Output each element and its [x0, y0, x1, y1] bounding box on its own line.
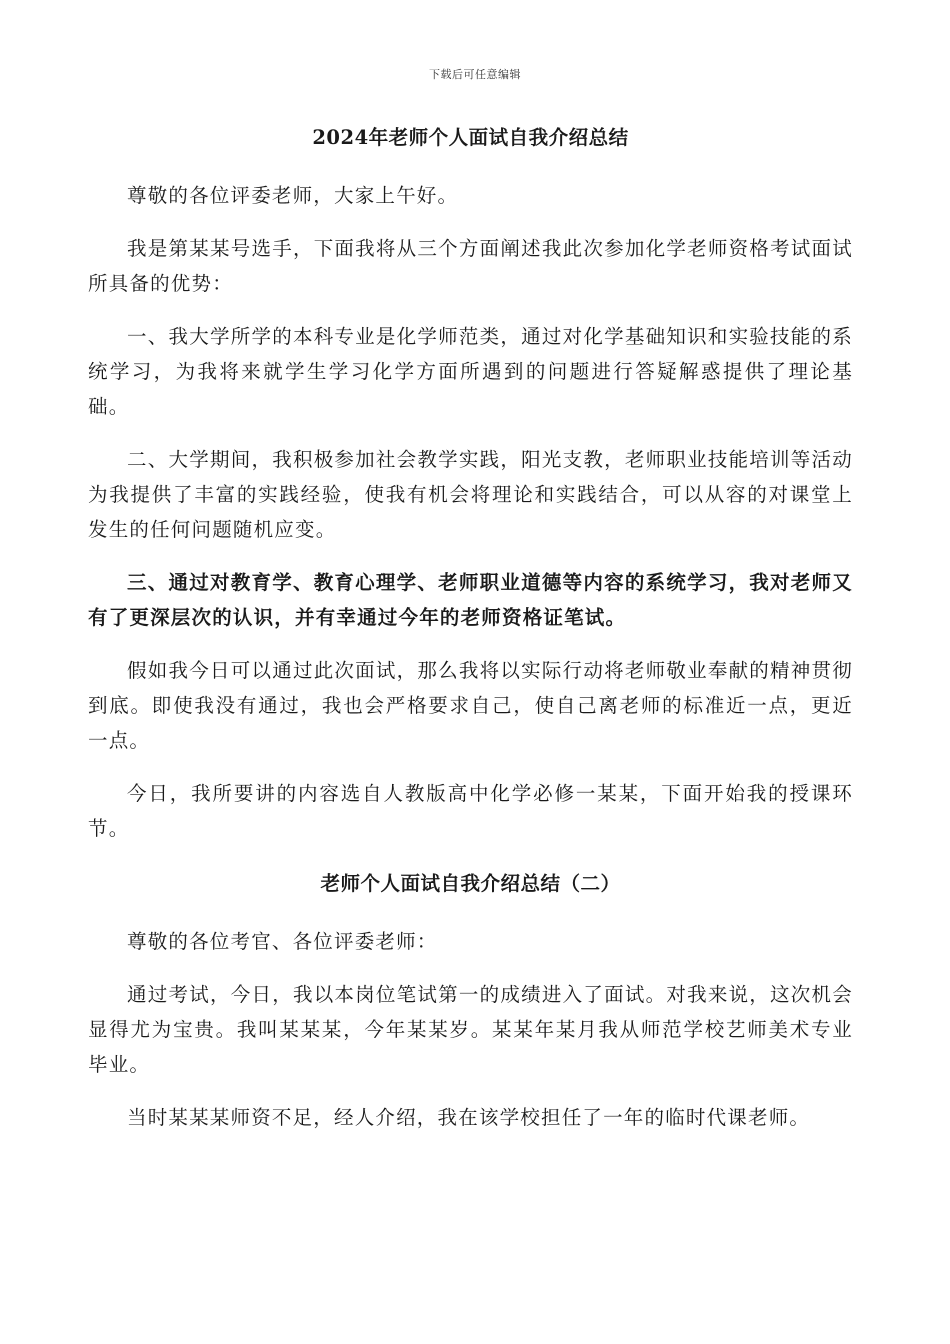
paragraph-background: 通过考试，今日，我以本岗位笔试第一的成绩进入了面试。对我来说，这次机会显得尤为宝贵。我叫某某某，今年某某岁。某某年某月我从师范学校艺师美术专业毕业。	[88, 983, 853, 1076]
paragraph-greeting-two: 尊敬的各位考官、各位评委老师：	[127, 930, 438, 953]
paragraph-point-one: 一、我大学所学的本科专业是化学师范类，通过对化学基础知识和实验技能的系统学习，为我将来就学生学习化学方面所遇到的问题进行答疑解惑提供了理论基础。	[88, 325, 853, 418]
paragraph-lesson-intro: 今日，我所要讲的内容选自人教版高中化学必修一某某，下面开始我的授课环节。	[88, 782, 853, 840]
paragraph-point-three: 三、通过对教育学、教育心理学、老师职业道德等内容的系统学习，我对老师又有了更深层次的认识，并有幸通过今年的老师资格证笔试。	[88, 571, 853, 629]
paragraph-intro: 我是第某某号选手，下面我将从三个方面阐述我此次参加化学老师资格考试面试所具备的优势：	[88, 237, 853, 295]
paragraph-teaching-experience: 当时某某某师资不足，经人介绍，我在该学校担任了一年的临时代课老师。	[127, 1106, 811, 1129]
paragraph-commitment: 假如我今日可以通过此次面试，那么我将以实际行动将老师敬业奉献的精神贯彻到底。即使我没有通过，我也会严格要求自己，使自己离老师的标准近一点，更近一点。	[88, 659, 853, 752]
document-title: 2024年老师个人面试自我介绍总结	[312, 126, 629, 149]
document-body	[88, 120, 853, 1153]
paragraph-greeting: 尊敬的各位评委老师，大家上午好。	[127, 184, 459, 207]
header-note: 下载后可任意编辑	[429, 68, 521, 81]
paragraph-point-two: 二、大学期间，我积极参加社会教学实践，阳光支教，老师职业技能培训等活动为我提供了丰富的实践经验，使我有机会将理论和实践结合，可以从容的对课堂上发生的任何问题随机应变。	[88, 448, 853, 541]
section-title-two: 老师个人面试自我介绍总结（二）	[320, 872, 621, 895]
